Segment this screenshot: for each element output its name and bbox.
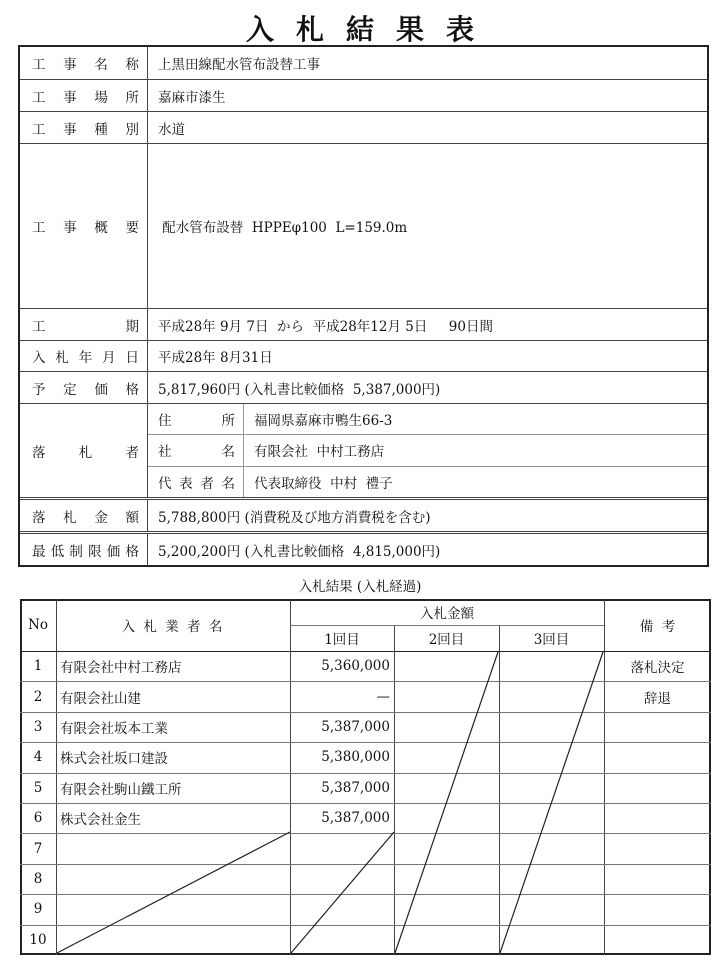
row-remarks: 落札決定	[630, 660, 685, 677]
header-remarks: 備 考	[639, 619, 676, 635]
strike-lines	[20, 599, 711, 955]
winner-address-row	[148, 404, 707, 434]
row-round1: —	[376, 688, 390, 705]
winner-details	[148, 404, 707, 497]
winning-amount-label	[20, 500, 148, 531]
row-no: 10	[29, 931, 47, 948]
label-char: 額	[125, 509, 139, 526]
label-char: 事	[63, 89, 77, 106]
winner-rep-row	[148, 466, 707, 497]
label-char: 価	[94, 381, 108, 398]
winner-company-row	[148, 434, 707, 465]
strike-line-round2	[395, 652, 498, 953]
label-char: 事	[63, 220, 77, 236]
strike-line-bidders	[57, 832, 290, 953]
label-char: 所	[125, 89, 139, 106]
min-price-row	[20, 531, 707, 565]
label-char: 所	[221, 413, 235, 430]
label-char: 者	[200, 475, 214, 492]
label-char: 入	[32, 350, 46, 366]
winner-rep-value: 代表取締役 中村 禮子	[254, 475, 393, 492]
row-bidder: 有限会社山建	[60, 690, 141, 707]
row-round1: 5,380,000	[321, 749, 390, 766]
winner-row	[20, 403, 707, 497]
row-no: 3	[33, 718, 43, 735]
header-round3: 3回目	[533, 632, 570, 648]
row-bidder: 株式会社坂口建設	[60, 751, 168, 768]
label-char: 代	[158, 475, 172, 492]
strike-line-round1	[291, 832, 394, 953]
label-char: 称	[125, 57, 139, 73]
planned-price-row	[20, 371, 707, 403]
type-value: 水道	[158, 121, 185, 138]
min-price-value: 5,200,200円 (入札書比較価格 4,815,000円)	[158, 543, 441, 560]
row-round1: 5,387,000	[321, 718, 390, 735]
row-no: 4	[33, 749, 43, 766]
summary-row	[20, 143, 707, 308]
row-remarks: 辞退	[644, 690, 671, 707]
bid-date-row	[20, 340, 707, 371]
header-round2: 2回目	[428, 632, 465, 648]
label-char: 札	[55, 350, 69, 366]
label-char: 表	[179, 475, 193, 492]
results-title: 入札結果 (入札経過)	[298, 579, 422, 595]
label-char: 要	[125, 220, 139, 236]
label-char: 名	[221, 475, 235, 492]
label-char: 落	[32, 444, 46, 461]
winning-amount-row	[20, 497, 707, 531]
location-value: 嘉麻市漆生	[158, 89, 226, 106]
location-row	[20, 79, 707, 111]
row-no: 6	[33, 810, 43, 827]
winner-company-label	[148, 435, 244, 465]
label-char: 価	[106, 543, 121, 560]
row-no: 9	[33, 901, 43, 918]
row-bidder: 有限会社駒山鐵工所	[60, 781, 182, 798]
winner-label	[20, 404, 148, 497]
row-round1: 5,360,000	[321, 658, 390, 675]
header-no: No	[28, 617, 48, 633]
label-char: 落	[32, 509, 46, 526]
summary-value: 配水管布設替 HPPEφ100 L=159.0m	[158, 220, 408, 236]
winner-address-label	[148, 404, 244, 434]
bid-date-label	[20, 341, 148, 371]
label-char: 制	[69, 543, 83, 560]
label-char: 予	[32, 381, 46, 398]
period-row	[20, 308, 707, 340]
label-char: 名	[94, 57, 108, 73]
project-name-value: 上黒田線配水管布設替工事	[158, 57, 320, 73]
row-bidder: 有限会社坂本工業	[60, 720, 168, 737]
label-char: 事	[63, 121, 77, 138]
label-char: 期	[125, 318, 139, 335]
label-char: 金	[94, 509, 108, 526]
label-char: 格	[125, 543, 139, 560]
row-no: 7	[33, 840, 43, 857]
type-row	[20, 111, 707, 143]
label-char: 限	[88, 543, 102, 560]
winner-address-value: 福岡県嘉麻市鴨生66-3	[254, 413, 393, 430]
label-char: 格	[125, 381, 139, 398]
label-char: 年	[78, 350, 93, 366]
winner-rep-label	[148, 467, 244, 497]
label-char: 低	[50, 543, 65, 560]
row-round1: 5,387,000	[321, 810, 390, 827]
winning-amount-value: 5,788,800円 (消費税及び地方消費税を含む)	[158, 509, 431, 526]
period-label	[20, 309, 148, 340]
header-amount: 入札金額	[420, 606, 474, 622]
label-char: 最	[32, 543, 46, 560]
label-char: 概	[94, 220, 108, 236]
row-round1: 5,387,000	[321, 779, 390, 796]
bid-results-table	[20, 599, 711, 955]
label-char: 定	[63, 381, 77, 398]
label-char: 工	[32, 57, 46, 73]
page-title: 入札結果表	[245, 13, 496, 46]
label-char: 日	[125, 350, 139, 366]
period-value: 平成28年 9月 7日 から 平成28年12月 5日 90日間	[158, 318, 493, 335]
summary-label	[20, 144, 148, 308]
planned-price-label	[20, 372, 148, 403]
label-char: 住	[158, 413, 172, 430]
label-char: 社	[158, 444, 172, 461]
label-char: 工	[32, 121, 46, 138]
header-bidder: 入 札 業 者 名	[121, 619, 225, 635]
planned-price-value: 5,817,960円 (入札書比較価格 5,387,000円)	[158, 381, 441, 398]
label-char: 工	[32, 89, 46, 106]
label-char: 事	[63, 57, 77, 73]
label-char: 札	[63, 509, 77, 526]
type-label	[20, 112, 148, 143]
project-info-table	[18, 45, 709, 567]
label-char: 種	[94, 121, 108, 138]
row-bidder: 株式会社金生	[60, 812, 141, 829]
strike-line-round3	[500, 652, 603, 953]
label-char: 札	[78, 444, 93, 461]
label-char: 名	[221, 444, 235, 461]
project-name-row	[20, 47, 707, 79]
header-round1: 1回目	[324, 632, 360, 648]
label-char: 工	[32, 318, 46, 335]
row-no: 5	[33, 779, 43, 796]
row-no: 2	[33, 688, 43, 705]
row-bidder: 有限会社中村工務店	[60, 660, 182, 677]
row-no: 8	[33, 870, 43, 887]
label-char: 者	[125, 444, 139, 461]
bid-date-value: 平成28年 8月31日	[158, 350, 273, 366]
location-label	[20, 80, 148, 111]
row-no: 1	[33, 658, 43, 675]
label-char: 場	[94, 89, 108, 106]
label-char: 月	[102, 350, 116, 366]
label-char: 別	[125, 121, 139, 138]
label-char: 工	[32, 220, 46, 236]
winner-company-value: 有限会社 中村工務店	[254, 444, 385, 461]
project-name-label	[20, 47, 148, 79]
min-price-label	[20, 534, 148, 565]
